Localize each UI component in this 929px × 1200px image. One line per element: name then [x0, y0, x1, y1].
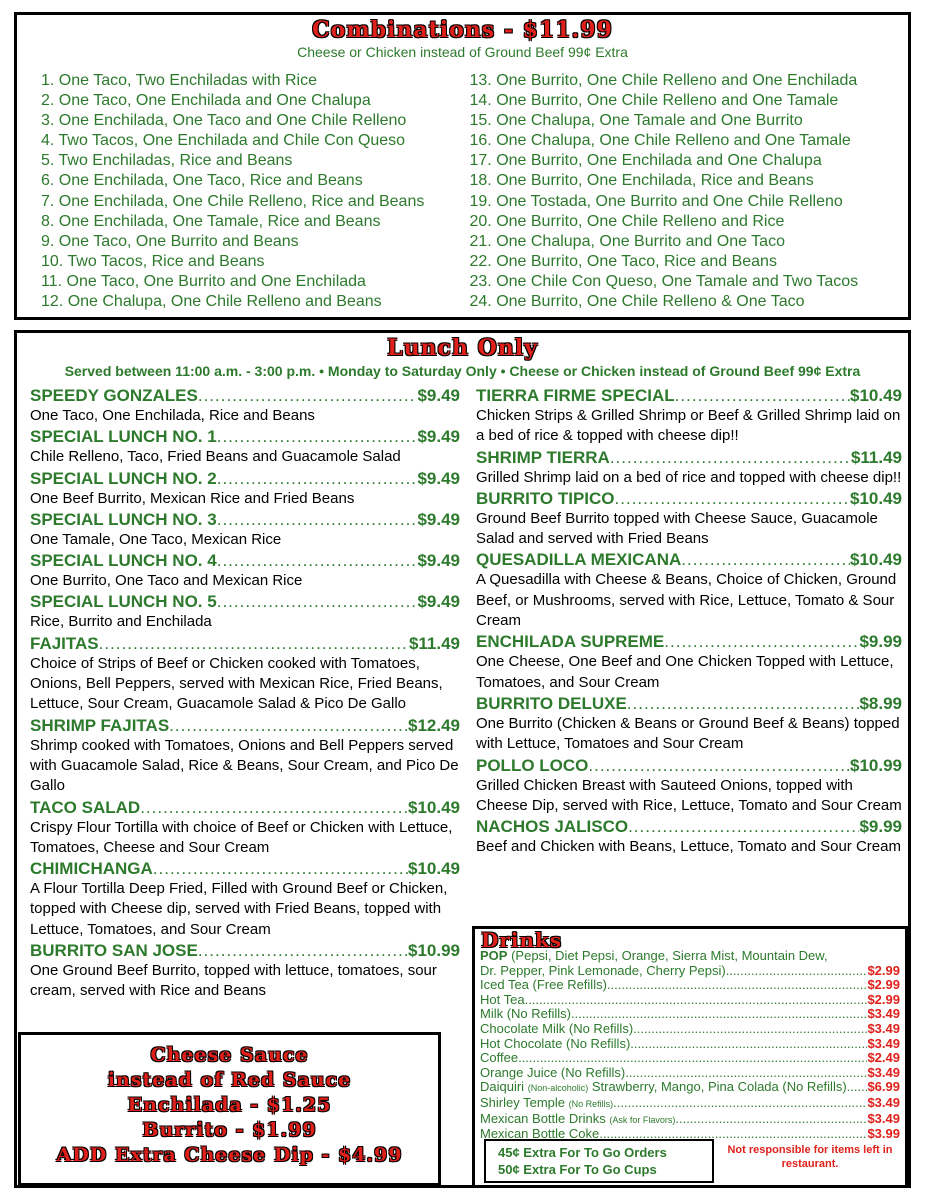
drink-name: Mexican Bottle Coke — [480, 1127, 600, 1142]
leader-dots — [633, 1022, 867, 1037]
drink-name: Hot Tea — [480, 992, 525, 1007]
leader-dots — [628, 816, 859, 837]
combination-item: 7. One Enchilada, One Chile Relleno, Rice and Beans — [41, 192, 425, 210]
drink-price: $2.99 — [867, 963, 900, 978]
cheese-line: Enchilada - $1.25 — [127, 1094, 332, 1116]
drink-name: Orange Juice (No Refills) — [480, 1065, 626, 1080]
drink-price: $3.49 — [867, 1111, 900, 1126]
lunch-item-price: $10.99 — [850, 755, 902, 775]
lunch-item-description: Grilled Shrimp laid on a bed of rice and topped with cheese dip!! — [476, 468, 902, 486]
combination-item: 6. One Enchilada, One Taco, Rice and Beans — [41, 172, 363, 190]
lunch-item — [30, 426, 460, 467]
lunch-item-header — [476, 385, 902, 406]
lunch-item-name: TIERRA FIRME SPECIAL — [476, 386, 675, 405]
lunch-item-header — [476, 631, 902, 652]
combinations-title: Combinations - $11.99 — [312, 17, 613, 43]
lunch-item-price: $12.49 — [408, 715, 460, 735]
lunch-item-header — [30, 426, 460, 447]
drink-row-pop — [480, 949, 900, 964]
combination-item: 22. One Burrito, One Taco, Rice and Beans — [469, 252, 777, 270]
lunch-item-description: A Flour Tortilla Deep Fried, Filled with Ground Beef or Chicken, topped with Cheese dip, served with Fried Beans, topped with Lettuce, Tomatoes, and Sour Cream — [30, 880, 448, 938]
combination-item: 21. One Chalupa, One Burrito and One Taco — [469, 232, 785, 250]
lunch-item-header — [30, 633, 460, 654]
lunch-item — [476, 447, 902, 488]
lunch-item-header — [476, 447, 902, 468]
lunch-column-left — [30, 385, 460, 1002]
lunch-item — [476, 549, 902, 631]
lunch-item-description: Ground Beef Burrito topped with Cheese Sauce, Guacamole Salad and served with Fried Beans — [476, 509, 878, 548]
lunch-item-description: One Beef Burrito, Mexican Rice and Fried Beans — [30, 489, 355, 507]
leader-dots — [217, 509, 418, 530]
drink-name: Iced Tea (Free Refills) — [480, 978, 607, 993]
drink-price: $3.49 — [867, 1036, 900, 1051]
combination-item: 18. One Burrito, One Enchilada, Rice and Beans — [469, 172, 814, 190]
cheese-line: instead of Red Sauce — [107, 1069, 352, 1091]
drink-note: (No Refills) — [568, 1098, 614, 1109]
combination-item: 4. Two Tacos, One Enchilada and Chile Con Queso — [41, 132, 406, 150]
drink-name: Daiquiri — [480, 1080, 525, 1095]
lunch-title: Lunch Only — [387, 335, 538, 361]
lunch-item — [30, 550, 460, 591]
lunch-item-price: $10.49 — [850, 488, 902, 508]
lunch-item — [476, 385, 902, 447]
leader-dots — [571, 1007, 867, 1022]
leader-dots — [217, 468, 418, 489]
cheese-sauce-box — [18, 1032, 441, 1186]
leader-dots — [610, 447, 851, 468]
drink-price: $6.99 — [867, 1080, 900, 1095]
lunch-item-name: SHRIMP FAJITAS — [30, 715, 170, 735]
lunch-item-header — [476, 549, 902, 570]
drink-name: Milk (No Refills) — [480, 1007, 571, 1022]
lunch-item-name: NACHOS JALISCO — [476, 817, 629, 837]
drink-name-group — [480, 1051, 518, 1066]
drink-name-group — [480, 1066, 625, 1081]
lunch-item-description: A Quesadilla with Cheese & Beans, Choice of Chicken, Ground Beef, or Mushrooms, served with Rice, Lettuce, Tomato & Sour Cream — [476, 571, 897, 630]
lunch-item-description: Chicken Strips & Grilled Shrimp or Beef & Grilled Shrimp laid on a bed of rice & topped with cheese dip!! — [476, 407, 901, 445]
leader-dots — [664, 631, 859, 652]
combination-item: 1. One Taco, Two Enchiladas with Rice — [41, 72, 317, 89]
combination-item: 5. Two Enchiladas, Rice and Beans — [41, 152, 293, 170]
lunch-item — [476, 693, 902, 755]
lunch-item-name: TACO SALAD — [30, 797, 141, 817]
combination-item: 8. One Enchilada, One Tamale, Rice and Beans — [41, 212, 381, 230]
lunch-item — [30, 940, 460, 1002]
cheese-line: Burrito - $1.99 — [142, 1119, 317, 1141]
lunch-column-right — [476, 385, 902, 857]
lunch-item — [30, 797, 460, 859]
leader-dots — [588, 755, 850, 776]
cheese-line: ADD Extra Cheese Dip - $4.99 — [56, 1144, 403, 1166]
leader-dots — [153, 858, 408, 879]
drinks-section — [472, 926, 908, 1188]
drink-row — [480, 978, 900, 993]
drink-price: $2.99 — [867, 992, 900, 1007]
combination-item: 15. One Chalupa, One Tamale and One Burrito — [469, 112, 803, 130]
drinks-list — [480, 949, 900, 1142]
drink-price: $3.49 — [867, 1007, 900, 1022]
leader-dots — [99, 633, 409, 654]
drink-name: Shirley Temple — [480, 1095, 566, 1110]
drink-row — [480, 1037, 900, 1052]
lunch-item-description: One Cheese, One Beef and One Chicken Topped with Lettuce, Tomatoes, and Sour Cream — [476, 653, 894, 691]
leader-dots — [847, 1080, 868, 1095]
combinations-list-right — [470, 71, 899, 312]
lunch-item — [30, 633, 460, 715]
lunch-item-description: Chile Relleno, Taco, Fried Beans and Guacamole Salad — [30, 448, 401, 466]
lunch-item-price: $9.49 — [417, 427, 460, 447]
drink-name-group — [480, 993, 525, 1008]
lunch-item-description: Beef and Chicken with Beans, Lettuce, Tomato and Sour Cream — [476, 838, 901, 856]
leader-dots — [198, 385, 418, 406]
lunch-item-price: $10.49 — [850, 550, 902, 570]
drinks-title: Drinks — [481, 928, 563, 952]
leader-dots — [625, 1066, 867, 1081]
drink-price: $2.99 — [867, 978, 900, 993]
to-go-orders: 45¢ Extra For To Go Orders — [498, 1145, 667, 1160]
lunch-item-description: Grilled Chicken Breast with Sauteed Onions, topped with Cheese Dip, served with Rice, Lettuce, Tomato and Sour Cream — [476, 776, 902, 814]
combination-item: 20. One Burrito, One Chile Relleno and Rice — [469, 212, 785, 230]
lunch-item-name: QUESADILLA MEXICANA — [476, 550, 682, 570]
not-responsible-notice: Not responsible for items left in restaurant. — [727, 1144, 893, 1170]
drink-row — [480, 1051, 900, 1066]
leader-dots — [217, 550, 418, 571]
lunch-item-name: BURRITO SAN JOSE — [30, 941, 198, 961]
drink-name-group — [480, 1022, 633, 1037]
lunch-item-header — [30, 858, 460, 879]
drink-price: $3.49 — [867, 1095, 900, 1110]
lunch-item-price: $9.49 — [417, 509, 460, 529]
combinations-list-left — [41, 71, 470, 312]
combination-item: 24. One Burrito, One Chile Relleno & One Taco — [469, 293, 805, 311]
lunch-item-header — [30, 385, 460, 406]
drink-name-group — [480, 1007, 571, 1022]
lunch-item-price: $8.99 — [859, 693, 902, 713]
combination-item: 9. One Taco, One Burrito and Beans — [41, 232, 299, 250]
lunch-item-header — [30, 715, 460, 736]
lunch-item-price: $9.49 — [417, 386, 460, 405]
lunch-item — [476, 631, 902, 693]
lunch-item-price: $10.49 — [408, 797, 460, 817]
lunch-subtitle: Served between 11:00 a.m. - 3:00 p.m. • Monday to Saturday Only • Cheese or Chicken instead of Ground Beef 99¢ Extra — [64, 363, 861, 379]
drink-row — [480, 1112, 900, 1128]
lunch-item-description: One Burrito (Chicken & Beans or Ground Beef & Beans) topped with Lettuce, Tomatoes and Sour Cream — [476, 714, 900, 753]
drink-name: Mexican Bottle Drinks — [480, 1111, 606, 1126]
drink-price: $3.99 — [867, 1127, 900, 1142]
drink-name: Chocolate Milk (No Refills) — [480, 1021, 634, 1036]
lunch-item-name: BURRITO DELUXE — [476, 693, 627, 713]
drink-price: $3.49 — [867, 1021, 900, 1036]
drink-price: $2.49 — [867, 1051, 900, 1066]
drink-name-group — [480, 1037, 630, 1052]
leader-dots — [217, 426, 418, 447]
combination-item: 12. One Chalupa, One Chile Relleno and Beans — [41, 293, 382, 311]
cheese-line: Cheese Sauce — [150, 1044, 309, 1066]
lunch-item-price: $10.99 — [408, 941, 460, 961]
lunch-item-header — [476, 488, 902, 509]
drink-row — [480, 1022, 900, 1037]
lunch-item — [30, 468, 460, 509]
drink-extra: Strawberry, Mango, Pina Colada (No Refills) — [591, 1080, 847, 1095]
combination-item: 3. One Enchilada, One Taco and One Chile Relleno — [41, 112, 407, 130]
drink-pop-desc: (Pepsi, Diet Pepsi, Orange, Sierra Mist, Mountain Dew, — [511, 949, 828, 963]
leader-dots — [140, 797, 408, 818]
lunch-item — [30, 715, 460, 797]
leader-dots — [525, 993, 868, 1008]
leader-dots — [613, 1096, 867, 1111]
combination-item: 11. One Taco, One Burrito and One Enchilada — [41, 272, 366, 290]
lunch-item-header — [30, 940, 460, 961]
combination-item: 17. One Burrito, One Enchilada and One Chalupa — [469, 152, 822, 170]
leader-dots — [518, 1051, 867, 1066]
leader-dots — [607, 978, 868, 993]
lunch-item — [30, 385, 460, 426]
leader-dots — [726, 964, 868, 979]
leader-dots — [630, 1037, 867, 1052]
lunch-item-name: SPECIAL LUNCH NO. 1 — [30, 427, 217, 447]
combinations-section — [14, 12, 911, 320]
lunch-item-name: BURRITO TIPICO — [476, 488, 615, 508]
lunch-item-name: ENCHILADA SUPREME — [476, 632, 665, 652]
lunch-item-name: FAJITAS — [30, 633, 99, 653]
to-go-cups: 50¢ Extra For To Go Cups — [498, 1162, 657, 1177]
lunch-item-header — [30, 509, 460, 530]
lunch-item-price: $9.49 — [417, 592, 460, 612]
lunch-item-description: Choice of Strips of Beef or Chicken cooked with Tomatoes, Onions, Bell Peppers, served with Mexican Rice, Fried Beans, Lettuce, Sour Cream, Guacamole Salad & Pico De Gallo — [30, 654, 443, 713]
leader-dots — [681, 549, 850, 570]
leader-dots — [615, 488, 850, 509]
leader-dots — [217, 591, 418, 612]
drink-row — [480, 1007, 900, 1022]
lunch-item-header — [30, 468, 460, 489]
combination-item: 2. One Taco, One Enchilada and One Chalupa — [41, 92, 371, 110]
lunch-item-price: $9.99 — [859, 817, 902, 837]
combination-item: 10. Two Tacos, Rice and Beans — [41, 252, 265, 270]
lunch-item-description: One Burrito, One Taco and Mexican Rice — [30, 572, 303, 590]
drink-row — [480, 1080, 900, 1096]
lunch-item — [476, 488, 902, 550]
lunch-item-price: $10.49 — [408, 859, 460, 879]
leader-dots — [198, 940, 408, 961]
lunch-item-price: $10.49 — [850, 386, 902, 405]
drink-note: (Ask for Flavors) — [609, 1114, 676, 1125]
combination-item: 14. One Burrito, One Chile Relleno and One Tamale — [469, 92, 839, 110]
leader-dots — [627, 693, 860, 714]
drink-price: $3.49 — [867, 1065, 900, 1080]
lunch-item-price: $11.49 — [850, 447, 902, 467]
drink-row — [480, 1096, 900, 1112]
drink-name-group — [480, 978, 607, 993]
lunch-item-name: SPEEDY GONZALES — [30, 386, 198, 405]
lunch-item-header — [476, 755, 902, 776]
lunch-item — [30, 509, 460, 550]
lunch-item — [30, 591, 460, 632]
lunch-item-header — [30, 797, 460, 818]
drink-pop-label: POP — [480, 949, 508, 963]
lunch-item-name: POLLO LOCO — [476, 755, 589, 775]
lunch-item-name: SPECIAL LUNCH NO. 5 — [30, 592, 217, 612]
lunch-item-price: $9.49 — [417, 551, 460, 571]
combination-item: 19. One Tostada, One Burrito and One Chile Relleno — [469, 192, 843, 210]
drink-name: Hot Chocolate (No Refills) — [480, 1036, 631, 1051]
drink-name-group — [480, 1080, 847, 1096]
drink-name: Coffee — [480, 1051, 519, 1066]
lunch-item-price: $9.99 — [859, 632, 902, 652]
combination-item: 16. One Chalupa, One Chile Relleno and One Tamale — [469, 132, 851, 150]
drink-name-group — [480, 1096, 613, 1112]
lunch-item-name: CHIMICHANGA — [30, 859, 153, 879]
leader-dots — [675, 1112, 867, 1127]
lunch-item-price: $9.49 — [417, 468, 460, 488]
lunch-item-name: SPECIAL LUNCH NO. 4 — [30, 551, 217, 571]
lunch-item — [476, 755, 902, 817]
lunch-item — [476, 816, 902, 857]
lunch-item-name: SPECIAL LUNCH NO. 3 — [30, 509, 217, 529]
lunch-item-price: $11.49 — [408, 633, 460, 653]
drink-pop-desc: Dr. Pepper, Pink Lemonade, Cherry Pepsi) — [480, 963, 726, 978]
lunch-item-description: One Taco, One Enchilada, Rice and Beans — [30, 407, 315, 424]
drink-name-group — [480, 1112, 675, 1128]
lunch-item-name: SPECIAL LUNCH NO. 2 — [30, 468, 217, 488]
lunch-item-description: Crispy Flour Tortilla with choice of Beef or Chicken with Lettuce, Tomatoes, Cheese and Sour Cream — [30, 818, 453, 856]
combinations-subtitle: Cheese or Chicken instead of Ground Beef 99¢ Extra — [297, 44, 628, 60]
lunch-item-description: One Ground Beef Burrito, topped with lettuce, tomatoes, sour cream, served with Rice and Beans — [30, 962, 437, 1000]
drink-note: (Non-alcoholic) — [527, 1083, 589, 1094]
lunch-item-description: One Tamale, One Taco, Mexican Rice — [30, 530, 282, 548]
to-go-box — [484, 1139, 714, 1183]
lunch-item-header — [30, 591, 460, 612]
leader-dots — [675, 385, 850, 406]
lunch-item-header — [476, 693, 902, 714]
drink-row — [480, 1066, 900, 1081]
drink-row-pop-2 — [480, 964, 900, 979]
lunch-item-description: Shrimp cooked with Tomatoes, Onions and Bell Peppers served with Guacamole Salad, Rice & Beans, Sour Cream, and Pico De Gallo — [30, 736, 459, 795]
lunch-item-header — [476, 816, 902, 837]
lunch-item-description: Rice, Burrito and Enchilada — [30, 613, 212, 631]
lunch-item — [30, 858, 460, 940]
lunch-item-name: SHRIMP TIERRA — [476, 447, 610, 467]
combination-item: 13. One Burrito, One Chile Relleno and One Enchilada — [469, 72, 858, 89]
lunch-item-header — [30, 550, 460, 571]
combination-item: 23. One Chile Con Queso, One Tamale and Two Tacos — [469, 272, 859, 290]
leader-dots — [169, 715, 408, 736]
drink-row — [480, 993, 900, 1008]
